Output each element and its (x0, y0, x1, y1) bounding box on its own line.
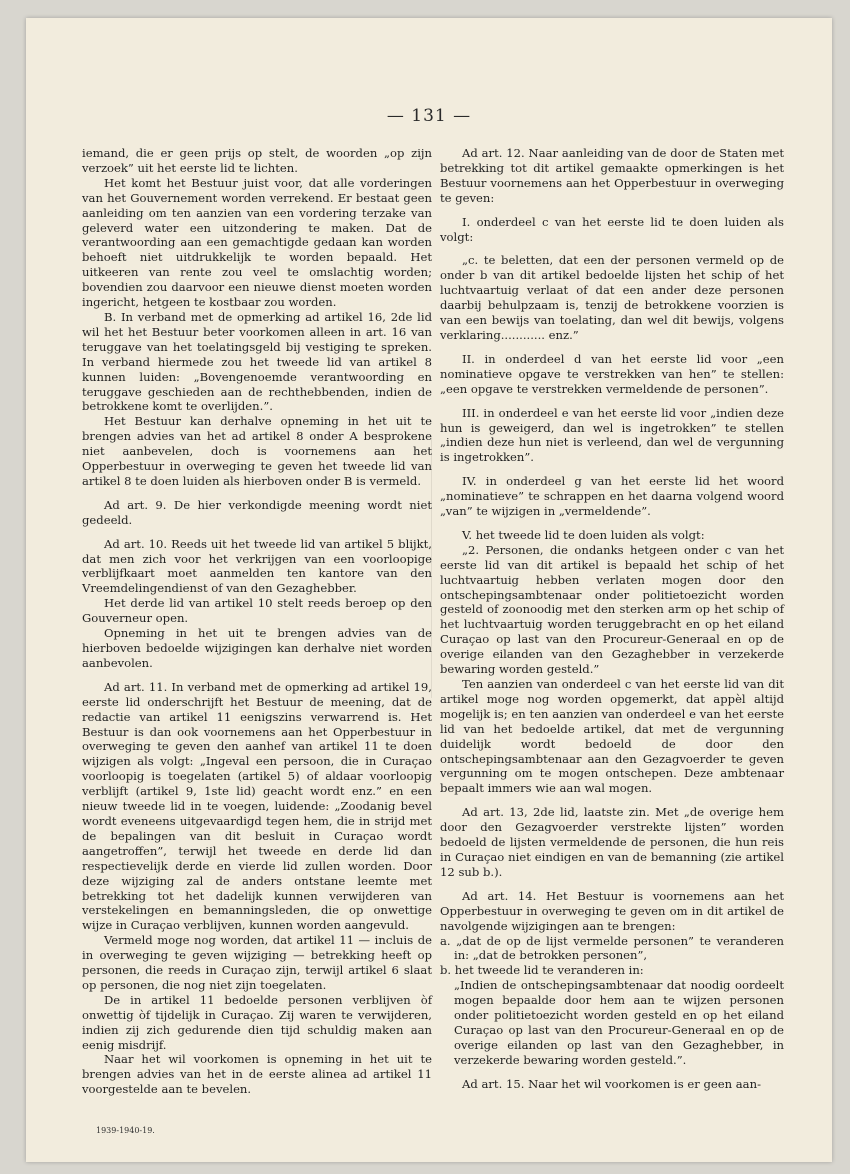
paragraph: Ten aanzien van onderdeel c van het eerste lid van dit artikel moge nog worden opgemerkt, dat appèl altijd mogelijk is; en ten aanzien van onderdeel e van het eerste lid van het bedoelde artikel, dat met de vergunning duidelijk wordt bedoeld de door den ontschepingsambtenaar aan den Gezagvoerder te geven vergunning om te mogen ontschepen. Deze ambtenaar bepaalt immers wie aan wal mogen. (440, 677, 784, 796)
right-column (440, 146, 784, 1092)
paragraph: „c. te beletten, dat een der personen vermeld op de onder b van dit artikel bedoelde lijsten het schip of het luchtvaartuig verlaat of dat een ander deze personen daarbij behulpzaam is, tenzij de betrokkene voorzien is van een bewijs van toelating, dan wel dit bewijs, volgens verklaring............ enz.” (440, 253, 784, 342)
paragraph: iemand, die er geen prijs op stelt, de woorden „op zijn verzoek” uit het eerste lid te lichten. (82, 146, 432, 175)
left-column (82, 146, 432, 1097)
paragraph: Ad art. 9. De hier verkondigde meening wordt niet gedeeld. (82, 497, 432, 527)
paragraph: IV. in onderdeel g van het eerste lid het woord „nominatieve” te schrappen en het daarna volgend woord „van” te wijzigen in „vermeldende”. (440, 474, 784, 519)
column-divider (431, 438, 432, 698)
paragraph: Ad art. 12. Naar aanleiding van de door de Staten met betrekking tot dit artikel gemaakte opmerkingen is het Bestuur voornemens aan het Opperbestuur in overweging te geven: (440, 146, 784, 205)
paragraph: Opneming in het uit te brengen advies van de hierboven bedoelde wijzigingen kan derhalve niet worden aanbevolen. (82, 626, 432, 670)
paragraph: Vermeld moge nog worden, dat artikel 11 — incluis de in overweging te geven wijziging — betrekking heeft op personen, die reeds in Curaçao zijn, terwijl artikel 6 slaat op personen, die nog niet zijn toegelaten. (82, 933, 432, 992)
paragraph: Ad art. 10. Reeds uit het tweede lid van artikel 5 blijkt, dat men zich voor het verkrijgen van een voorloopige verblijfkaart moet aanmelden ten kantore van den Vreemdelingendienst of van den Gezaghebber. (82, 536, 432, 596)
paragraph: III. in onderdeel e van het eerste lid voor „indien deze hun is geweigerd, dan wel is ingetrokken” te stellen „indien deze hun niet is verleend, dan wel de vergunning is ingetrokken”. (440, 405, 784, 465)
paragraph: Ad art. 14. Het Bestuur is voornemens aan het Opperbestuur in overweging te geven om in dit artikel de navolgende wijzigingen aan te brengen: (440, 888, 784, 933)
document-page (26, 18, 832, 1162)
page-number: — 131 — (386, 106, 472, 126)
paragraph: II. in onderdeel d van het eerste lid voor „een nominatieve opgave te verstrekken van hen” te stellen: „een opgave te verstrekken vermeldende de personen”. (440, 351, 784, 396)
paragraph: V. het tweede lid te doen luiden als volgt: (462, 527, 705, 542)
paragraph: Het komt het Bestuur juist voor, dat alle vorderingen van het Gouvernement worden verrekend. Er bestaat geen aanleiding om ten aanzien van een vordering terzake van geleverd water een uitzondering te maken. Dat de verantwoording aan een gemachtigde gedaan kan worden behoeft niet uitdrukkelijk te worden bepaald. Het uitkeeren van rente zou veel te omslachtig worden; bovendien zou daarvoor een nieuwe dienst moeten worden ingericht, hetgeen te kostbaar zou worden. (82, 175, 432, 310)
footer-code: 1939-1940-19. (96, 1126, 155, 1135)
paragraph: De in artikel 11 bedoelde personen verblijven òf onwettig òf tijdelijk in Curaçao. Zij waren te verwijderen, indien zij zich gedurende dien tijd schuldig maken aan eenig misdrijf. (82, 992, 432, 1052)
paragraph: Ad art. 13, 2de lid, laatste zin. Met „de overige hem door den Gezagvoerder verstrekte lijsten” worden bedoeld de lijsten vermeldende de personen, die hun reis in Curaçao niet eindigen en van de bemanning (zie artikel 12 sub b.). (440, 805, 784, 879)
paragraph: Ad art. 11. In verband met de opmerking ad artikel 19, eerste lid onderschrijft het Bestuur de meening, dat de redactie van artikel 11 eenigszins verwarrend is. Het Bestuur is dan ook voornemens aan het Opperbestuur in overweging te geven den aanhef van artikel 11 te doen wijzigen als volgt: „Ingeval een persoon, die in Curaçao voorloopig is toegelaten (artikel 5) of aldaar voorloopig verblijft (artikel 9, 1ste lid) geacht wordt enz.” en een nieuw tweede lid in te voegen, luidende: „Zoodanig bevel wordt eveneens uitgevaardigd tegen hem, die in strijd met de bepalingen van dit besluit in Curaçao wordt aangetroffen”, terwijl het tweede en derde lid dan respectievelijk derde en vierde lid zullen worden. Door deze wijziging zal de anders ontstane leemte met betrekking tot het dadelijk kunnen verwijderen van verstekelingen en bemanningsleden, die op onwettige wijze in Curaçao verblijven, kunnen worden aangevuld. (82, 679, 432, 933)
paragraph: Het Bestuur kan derhalve opneming in het uit te brengen advies van het ad artikel 8 onder A besprokene niet aanbevelen, doch is voornemens aan het Opperbestuur in overweging te geven het tweede lid van artikel 8 te doen luiden als hierboven onder B is vermeld. (82, 414, 432, 488)
paragraph: „Indien de ontschepingsambtenaar dat noodig oordeelt mogen bepaalde door hem aan te wijzen personen onder politietoezicht worden gesteld en op het eiland Curaçao op last van den Procureur-Generaal en op de overige eilanden op last van den Gezaghebber, in verzekerde bewaring worden gesteld.”. (454, 978, 784, 1067)
list-item: a. „dat de op de lijst vermelde personen” te veranderen in: „dat de betrokken personen”, (440, 933, 784, 963)
paragraph: Het derde lid van artikel 10 stelt reeds beroep op den Gouverneur open. (82, 596, 432, 626)
paragraph: Naar het wil voorkomen is opneming in het uit te brengen advies van het in de eerste alinea ad artikel 11 voorgestelde aan te bevelen. (82, 1052, 432, 1097)
paragraph: Ad art. 15. Naar het wil voorkomen is er geen aan- (462, 1076, 761, 1091)
list-item: b. het tweede lid te veranderen in: (440, 963, 644, 978)
paragraph: I. onderdeel c van het eerste lid te doen luiden als volgt: (440, 214, 784, 244)
paragraph: „2. Personen, die ondanks hetgeen onder c van het eerste lid van dit artikel is bepaald het schip of het luchtvaartuig hebben verlaten mogen door den ontschepingsambtenaar onder politietoezicht worden gesteld of zoonoodig met den sterken arm op het schip of het luchtvaartuig worden teruggebracht en op het eiland Curaçao op last van den Procureur-Generaal en op de overige eilanden van den Gezaghebber in verzekerde bewaring worden gesteld.” (440, 542, 784, 677)
paragraph: B. In verband met de opmerking ad artikel 16, 2de lid wil het het Bestuur beter voorkomen alleen in art. 16 van teruggave van het toelatingsgeld bij vestiging te spreken. In verband hiermede zou het tweede lid van artikel 8 kunnen luiden: „Bovengenoemde verantwoording en teruggave geschieden aan de rechthebbenden, indien de betrokkene komt te overlijden.”. (82, 309, 432, 414)
